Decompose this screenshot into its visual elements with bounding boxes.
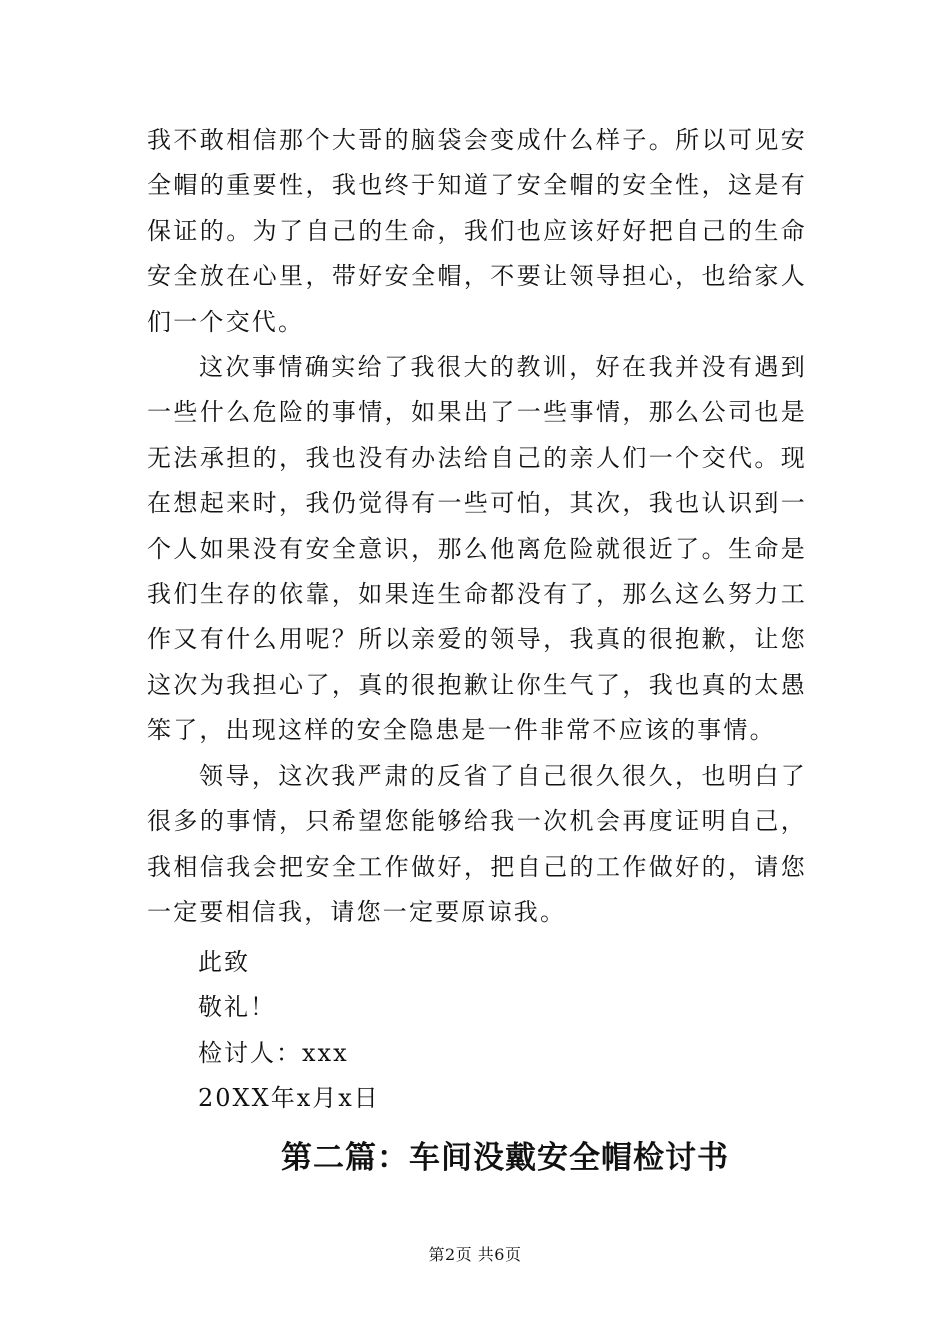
letter-closing (198, 940, 380, 1122)
date-line: 20XX年x月x日 (198, 1084, 380, 1113)
signer-line: 检讨人：xxx (198, 1038, 349, 1067)
section-title: 第二篇：车间没戴安全帽检讨书 (281, 1140, 729, 1176)
letter-body (147, 118, 807, 935)
closing-line-2: 敬礼！ (198, 993, 276, 1022)
paragraph-reflection: 领导，这次我严肃的反省了自己很久很久，也明白了很多的事情，只希望您能够给我一次机会再度证明自己，我相信我会把安全工作做好，把自己的工作做好的，请您一定要相信我，请您一定要原谅我。 (147, 761, 807, 926)
paragraph-lesson: 这次事情确实给了我很大的教训，好在我并没有遇到一些什么危险的事情，如果出了一些事情，那么公司也是无法承担的，我也没有办法给自己的亲人们一个交代。现在想起来时，我仍觉得有一些可怕，其次，我也认识到一个人如果没有安全意识，那么他离危险就很近了。生命是我们生存的依靠，如果连生命都没有了，那么这么努力工作又有什么用呢？所以亲爱的领导，我真的很抱歉，让您这次为我担心了，真的很抱歉让你生气了，我也真的太愚笨了，出现这样的安全隐患是一件非常不应该的事情。 (147, 353, 807, 745)
closing-line-1: 此致 (198, 948, 250, 976)
page-number: 第2页 共6页 (428, 1245, 522, 1264)
paragraph-continuation: 我不敢相信那个大哥的脑袋会变成什么样子。所以可见安全帽的重要性，我也终于知道了安全帽的安全性，这是有保证的。为了自己的生命，我们也应该好好把自己的生命安全放在心里，带好安全帽，不要让领导担心，也给家人们一个交代。 (147, 126, 807, 336)
